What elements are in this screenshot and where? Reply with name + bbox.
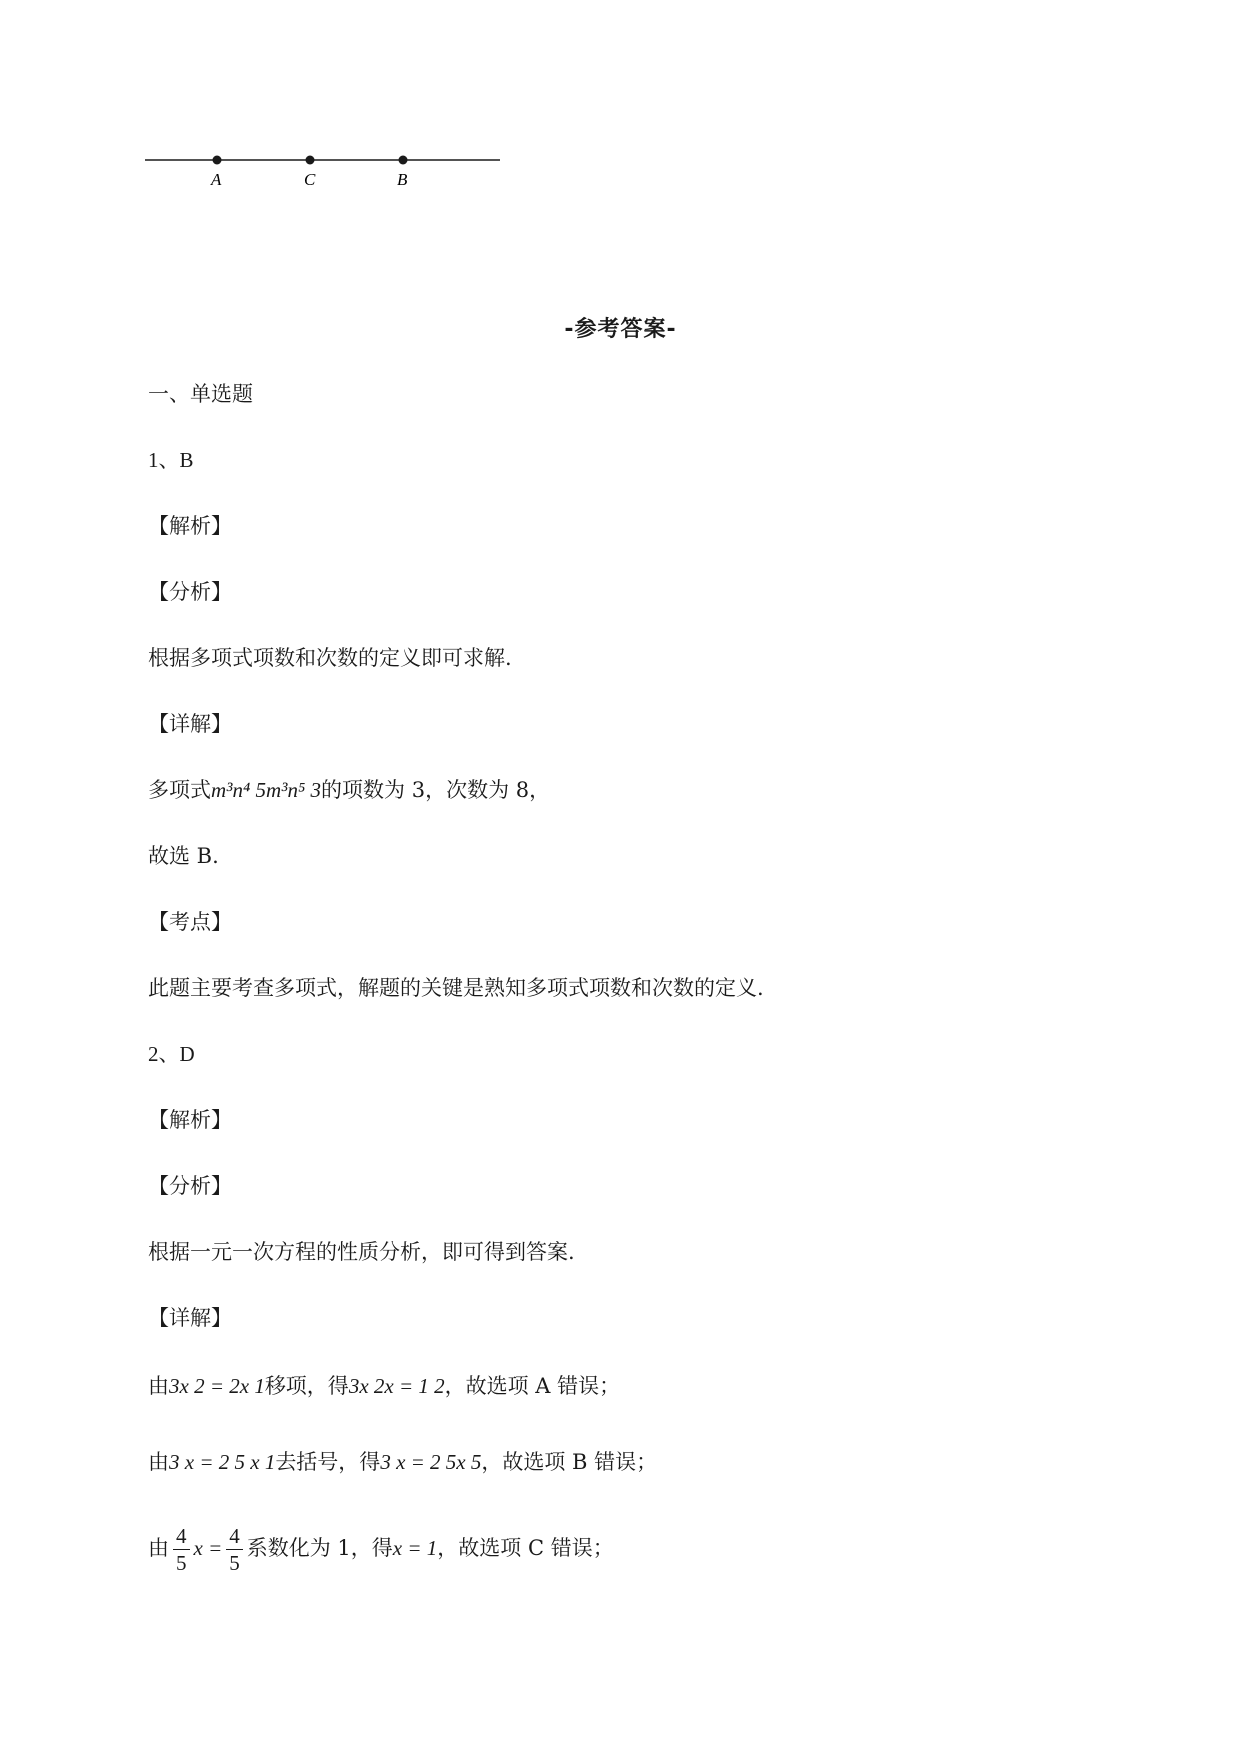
q2-c-mid: 系数化为 1，得 [246, 1536, 393, 1560]
q1-detail-expr: m³n⁴ 5m³n⁵ 3 [211, 778, 322, 802]
q2-fenxi: 【分析】 [148, 1174, 232, 1198]
q2-b-mid: 去括号，得 [275, 1450, 381, 1474]
point-c-dot [306, 156, 315, 165]
q2-c-tail: ，故选项 C 错误； [437, 1536, 614, 1560]
q2-b-eq2: 3 x = 2 5x 5 [380, 1450, 482, 1474]
q1-kaodian-text: 此题主要考查多项式，解题的关键是熟知多项式项数和次数的定义. [148, 976, 764, 1000]
q1-fenxi: 【分析】 [148, 580, 232, 604]
q2-a-you: 由 [148, 1374, 169, 1398]
q1-number: 1、B [148, 448, 194, 472]
point-a-dot [213, 156, 222, 165]
q2-a-eq2: 3x 2x = 1 2 [348, 1374, 445, 1398]
q2-c-frac2-den: 5 [229, 1551, 240, 1575]
point-a-label: A [211, 170, 222, 189]
q2-c-frac1 [173, 1523, 190, 1576]
q2-c-frac1-den: 5 [176, 1551, 187, 1575]
q2-c-frac1-num: 4 [173, 1523, 190, 1550]
q1-analysis: 根据多项式项数和次数的定义即可求解. [148, 646, 512, 670]
q2-number: 2、D [148, 1042, 195, 1066]
q2-b-you: 由 [148, 1450, 169, 1474]
q2-option-c-line [148, 1520, 614, 1576]
q2-c-frac2 [226, 1523, 243, 1576]
q2-option-b-line [148, 1448, 657, 1476]
q2-a-tail: ，故选项 A 错误； [444, 1374, 621, 1398]
point-b-dot [399, 156, 408, 165]
q1-xiangjie: 【详解】 [148, 712, 232, 736]
q2-c-you: 由 [148, 1536, 169, 1560]
q1-detail-suffix: 的项数为 3，次数为 8， [321, 778, 551, 802]
q2-option-a-line [148, 1372, 620, 1400]
point-b-label: B [397, 170, 408, 189]
q2-b-eq1: 3 x = 2 5 x 1 [169, 1450, 276, 1474]
q2-jiexi: 【解析】 [148, 1108, 232, 1132]
q2-xiangjie: 【详解】 [148, 1306, 232, 1330]
q1-conclusion: 故选 B. [148, 844, 219, 868]
q1-detail [148, 776, 550, 804]
q2-a-mid: 移项，得 [264, 1374, 349, 1398]
q2-b-tail: ，故选项 B 错误； [481, 1450, 658, 1474]
q2-a-eq1: 3x 2 = 2x 1 [169, 1374, 265, 1398]
q1-detail-prefix: 多项式 [148, 778, 211, 802]
q2-c-eq2: x = 1 [392, 1536, 438, 1560]
q1-jiexi: 【解析】 [148, 514, 232, 538]
number-line-svg [140, 140, 510, 200]
q2-analysis: 根据一元一次方程的性质分析，即可得到答案. [148, 1240, 575, 1264]
q2-c-frac2-num: 4 [226, 1523, 243, 1550]
q1-kaodian: 【考点】 [148, 910, 232, 934]
section-heading: 一、单选题 [148, 382, 253, 406]
answer-title: -参考答案- [564, 317, 677, 342]
number-line-figure [140, 140, 510, 200]
point-c-label: C [304, 170, 316, 189]
q2-c-var: x = [193, 1536, 223, 1560]
